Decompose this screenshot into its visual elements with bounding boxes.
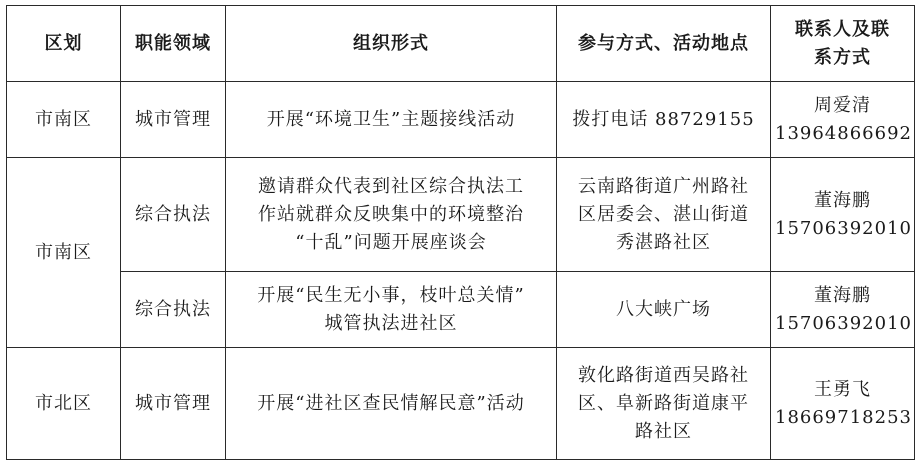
domain-cell: 综合执法 — [121, 272, 226, 348]
header-row — [7, 6, 915, 82]
domain-cell: 城市管理 — [121, 82, 226, 158]
participation-cell: 八大峡广场 — [557, 272, 771, 348]
district-cell: 市南区 — [7, 82, 121, 158]
contact-cell — [771, 158, 915, 272]
district-cell: 市北区 — [7, 348, 121, 460]
activity-table — [6, 5, 915, 460]
table-row — [7, 348, 915, 460]
table-row — [7, 272, 915, 348]
header-contact: 联系人及联 系方式 — [771, 6, 915, 82]
contact-cell — [771, 82, 915, 158]
domain-cell: 城市管理 — [121, 348, 226, 460]
contact-name: 董海鹏 — [814, 189, 871, 211]
divider — [914, 208, 915, 252]
contact-name: 周爱清 — [814, 94, 871, 116]
format-cell: 开展“民生无小事，枝叶总关情” 城管执法进社区 — [226, 272, 557, 348]
contact-phone: 15706392010 — [775, 217, 912, 239]
header-format: 组织形式 — [226, 6, 557, 82]
table-row — [7, 158, 915, 272]
contact-phone: 18669718253 — [775, 406, 912, 428]
contact-name: 王勇飞 — [814, 378, 871, 400]
contact-phone: 13964866692 — [775, 122, 912, 144]
format-cell: 开展“进社区查民情解民意”活动 — [226, 348, 557, 460]
participation-cell: 敦化路街道西吴路社 区、阜新路街道康平 路社区 — [557, 348, 771, 460]
format-cell: 邀请群众代表到社区综合执法工 作站就群众反映集中的环境整治 “十乱”问题开展座谈会 — [226, 158, 557, 272]
participation-cell: 拨打电话 88729155 — [557, 82, 771, 158]
header-domain: 职能领域 — [121, 6, 226, 82]
header-participation: 参与方式、活动地点 — [557, 6, 771, 82]
contact-phone: 15706392010 — [775, 312, 912, 334]
domain-cell: 综合执法 — [121, 158, 226, 272]
contact-cell — [771, 348, 915, 460]
contact-cell — [771, 272, 915, 348]
participation-cell: 云南路街道广州路社 区居委会、湛山街道 秀湛路社区 — [557, 158, 771, 272]
table-row — [7, 82, 915, 158]
header-district: 区划 — [7, 6, 121, 82]
contact-name: 董海鹏 — [814, 284, 871, 306]
format-cell: 开展“环境卫生”主题接线活动 — [226, 82, 557, 158]
district-cell: 市南区 — [7, 158, 121, 348]
